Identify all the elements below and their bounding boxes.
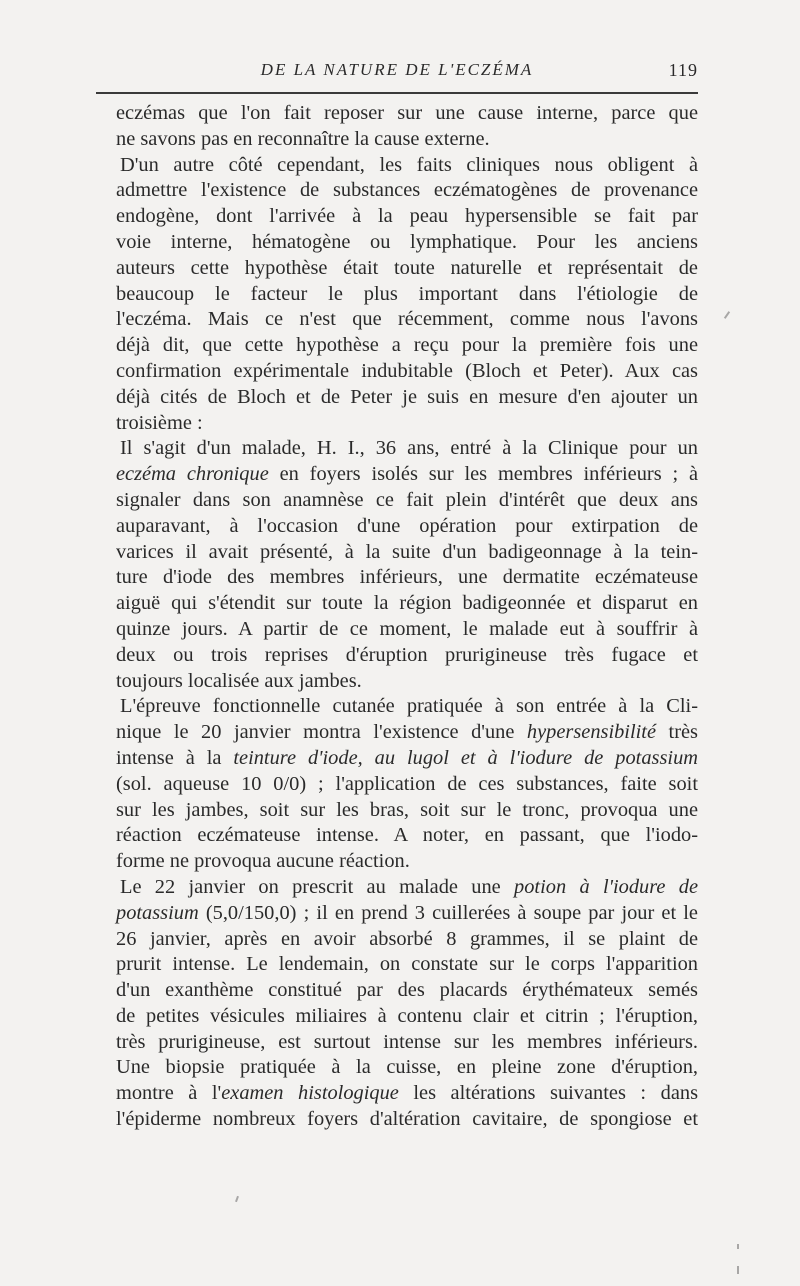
text-line: deux ou trois reprises d'éruption prurigineuse très fugace et: [116, 643, 698, 666]
italic-term: teinture d'iode, au lugol et à l'iodure de potassium: [233, 746, 698, 769]
paper-speck: [235, 1196, 239, 1202]
text-line: de petites vésicules miliaires à contenu clair et citrin ; l'éruption,: [116, 1004, 698, 1027]
text-line: l'épiderme nombreux foyers d'altération cavitaire, de spongiose et: [116, 1108, 698, 1131]
text-line: L'épreuve fonctionnelle cutanée pratiquée à son entrée à la Cli-: [120, 695, 698, 718]
header-rule: [96, 92, 698, 94]
text-line: [116, 462, 698, 488]
text-line: Une biopsie pratiquée à la cuisse, en pleine zone d'éruption,: [116, 1056, 698, 1079]
text-line: 26 janvier, après en avoir absorbé 8 grammes, il se plaint de: [116, 927, 698, 950]
italic-term: hypersensibilité: [526, 721, 657, 744]
text-fragment: intense à la: [116, 746, 234, 769]
italic-term: eczéma chronique: [116, 463, 269, 486]
text-fragment: très: [656, 721, 698, 744]
text-line: varices il avait présenté, à la suite d'un badigeonnage à la tein-: [116, 540, 698, 563]
text-line: aiguë qui s'étendit sur toute la région badigeonnée et disparut en: [116, 592, 698, 615]
text-fragment: Le 22 janvier on prescrit au malade une: [120, 875, 515, 898]
text-line: ne savons pas en reconnaître la cause externe.: [116, 127, 490, 150]
text-line: réaction eczémateuse intense. A noter, en passant, que l'iodo-: [116, 824, 698, 847]
text-line: d'un exanthème constitué par des placards érythémateux semés: [116, 979, 698, 1002]
italic-term: potassium: [116, 901, 199, 924]
italic-term: potion à l'iodure de: [514, 875, 698, 898]
text-line: sur les jambes, soit sur les bras, soit sur le tronc, provoqua une: [116, 798, 698, 821]
text-line: déjà dit, que cette hypothèse a reçu pour la première fois une: [116, 334, 698, 357]
text-line: toujours localisée aux jambes.: [116, 669, 362, 692]
text-line: prurit intense. Le lendemain, on constate sur le corps l'apparition: [116, 953, 698, 976]
text-line: quinze jours. A partir de ce moment, le malade eut à souffrir à: [116, 617, 698, 640]
text-fragment: les altérations suivantes : dans: [398, 1082, 699, 1105]
page-number: 119: [668, 60, 698, 80]
text-line: D'un autre côté cependant, les faits cliniques nous obligent à: [120, 153, 698, 176]
text-line: très prurigineuse, est surtout intense sur les membres inférieurs.: [116, 1030, 698, 1053]
paper-speck: [737, 1244, 739, 1249]
text-line: admettre l'existence de substances eczématogènes de provenance: [116, 179, 698, 202]
text-fragment: (5,0/150,0) ; il en prend 3 cuillerées à soupe par jour et le: [198, 901, 698, 924]
text-line: eczémas que l'on fait reposer sur une cause interne, parce que: [116, 102, 698, 124]
text-line: [116, 1081, 698, 1107]
text-line: signaler dans son anamnèse ce fait plein d'intérêt que deux ans: [116, 488, 698, 511]
text-line: (sol. aqueuse 10 0/0) ; l'application de ces substances, faite soit: [116, 772, 698, 795]
text-line: auparavant, à l'occasion d'une opération pour extirpation de: [116, 514, 698, 537]
paper-speck: [737, 1266, 739, 1274]
running-title: DE LA NATURE DE L'ECZÉMA: [260, 60, 534, 79]
text-line: déjà cités de Bloch et de Peter je suis en mesure d'en ajouter un: [116, 385, 698, 408]
text-fragment: nique le 20 janvier montra l'existence d'une: [116, 721, 527, 744]
text-line: forme ne provoqua aucune réaction.: [116, 850, 410, 873]
text-line: [116, 746, 698, 772]
text-line: endogène, dont l'arrivée à la peau hypersensible se fait par: [116, 205, 698, 228]
text-line: [116, 720, 698, 746]
text-fragment: montre à l': [116, 1082, 222, 1105]
text-line: beaucoup le facteur le plus important dans l'étiologie de: [116, 282, 698, 305]
italic-term: examen histologique: [221, 1082, 399, 1105]
text-line: l'eczéma. Mais ce n'est que récemment, comme nous l'avons: [116, 308, 698, 331]
text-fragment: en foyers isolés sur les membres inférieurs ; à: [268, 463, 699, 486]
text-line: confirmation expérimentale indubitable (Bloch et Peter). Aux cas: [116, 359, 698, 382]
text-line: troisième :: [116, 411, 203, 434]
text-line: [116, 875, 698, 901]
text-line: auteurs cette hypothèse était toute naturelle et représentait de: [116, 256, 698, 279]
running-head: [96, 58, 698, 86]
text-line: [116, 901, 698, 927]
text-line: voie interne, hématogène ou lymphatique. Pour les anciens: [116, 230, 698, 253]
body-text: [116, 101, 698, 1133]
text-line: Il s'agit d'un malade, H. I., 36 ans, entré à la Clinique pour un: [120, 437, 698, 460]
paper-speck: [724, 311, 730, 319]
text-line: ture d'iode des membres inférieurs, une dermatite eczémateuse: [116, 566, 698, 589]
